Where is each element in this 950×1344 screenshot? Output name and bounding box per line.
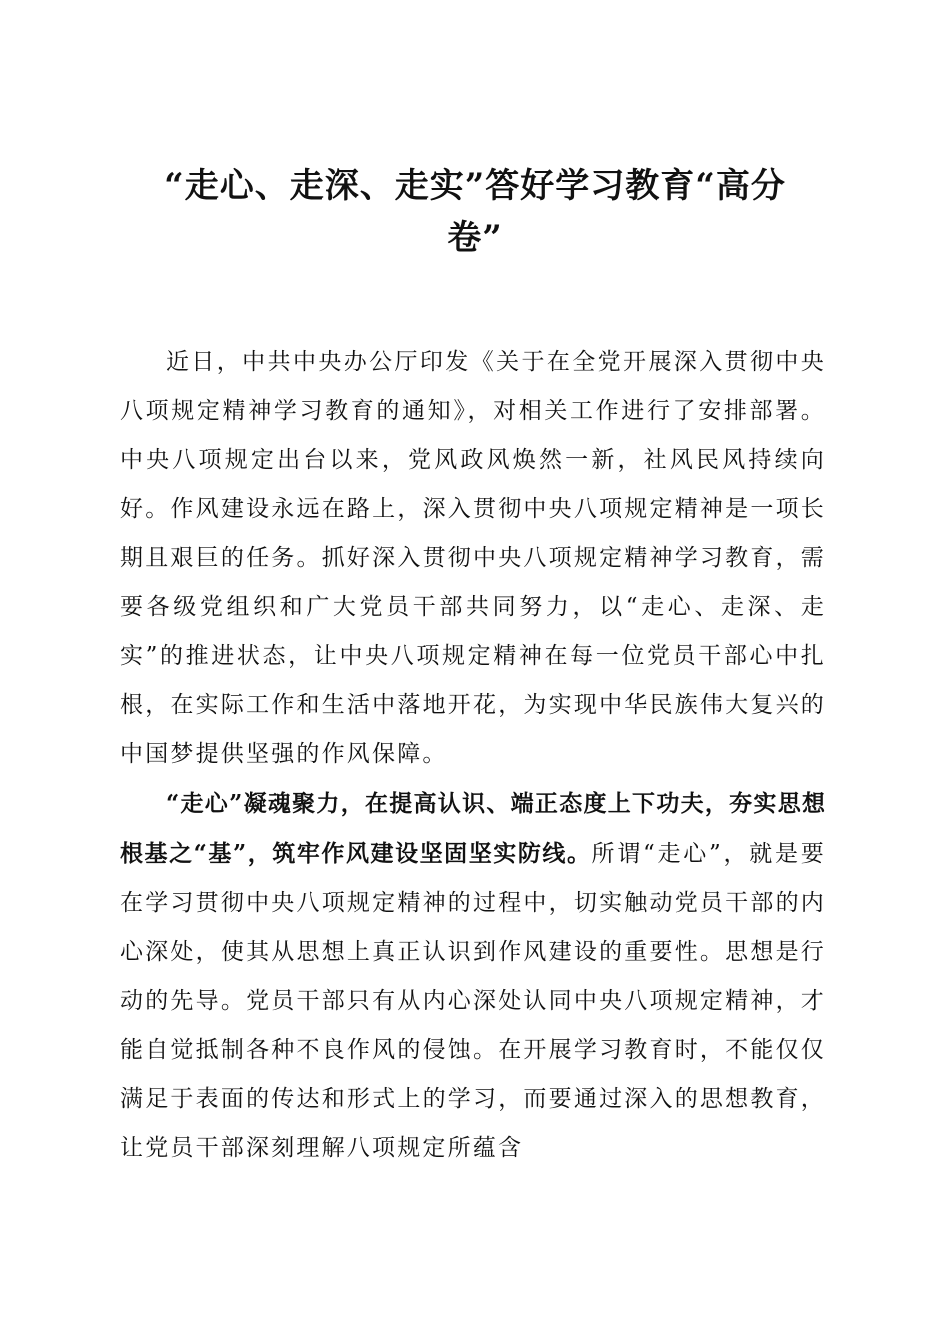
title-line-2: 卷” [447, 218, 503, 258]
paragraph-2 [120, 779, 826, 1173]
title-line-1: “走心、走深、走实”答好学习教育“高分 [164, 166, 786, 206]
paragraph-2-text: 所谓“走心”，就是要在学习贯彻中央八项规定精神的过程中，切实触动党员干部的内心深处，使其从思想上真正认识到作风建设的重要性。思想是行动的先导。党员干部只有从内心深处认同中央八项规定精神，才能自觉抵制各种不良作风的侵蚀。在开展学习教育时，不能仅仅满足于表面的传达和形式上的学习，而要通过深入的思想教育，让党员干部深刻理解八项规定所蕴含 [120, 841, 826, 1161]
paragraph-2-lead: “走心”凝魂聚力，在提高认识、端正态度上下功夫，夯实思想根基之“基”，筑牢作风建设坚固坚实防线。 [120, 790, 826, 867]
paragraph-1 [120, 338, 826, 779]
document-body [120, 338, 826, 1173]
paragraph-1-text: 近日，中共中央办公厅印发《关于在全党开展深入贯彻中央八项规定精神学习教育的通知》，对相关工作进行了安排部署。中央八项规定出台以来，党风政风焕然一新，社风民风持续向好。作风建设永远在路上，深入贯彻中央八项规定精神是一项长期且艰巨的任务。抓好深入贯彻中央八项规定精神学习教育，需要各级党组织和广大党员干部共同努力，以“走心、走深、走实”的推进状态，让中央八项规定精神在每一位党员干部心中扎根，在实际工作和生活中落地开花，为实现中华民族伟大复兴的中国梦提供坚强的作风保障。 [120, 349, 826, 767]
document-title [110, 160, 840, 264]
